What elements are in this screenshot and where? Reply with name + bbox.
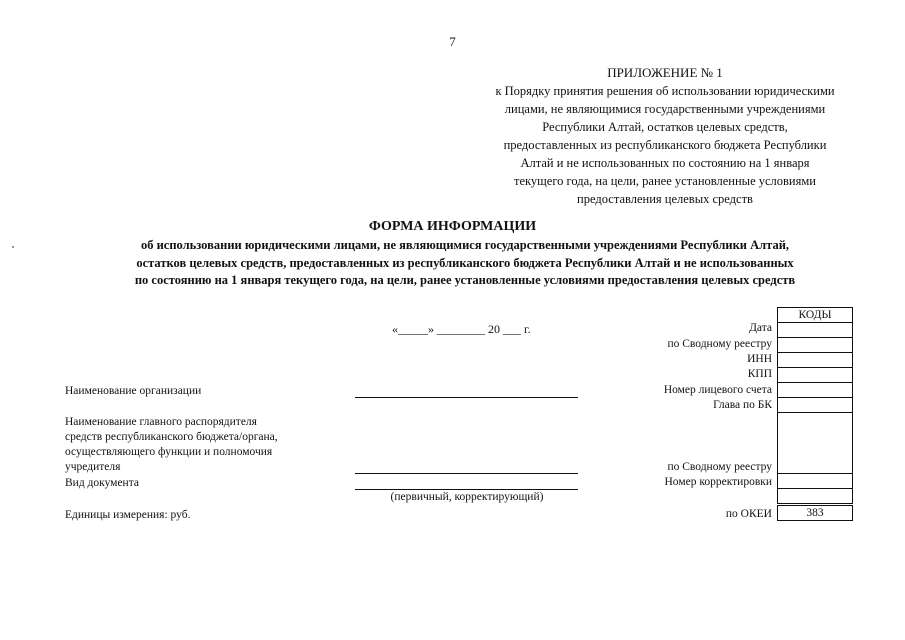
doc-type-line [355, 489, 578, 490]
okei-label: по ОКЕИ [725, 508, 772, 520]
appendix-line: предоставленных из республиканского бюджета Республики [503, 138, 827, 152]
units-label: Единицы измерения: руб. [65, 509, 191, 521]
appendix-line: предоставления целевых средств [577, 192, 753, 206]
svod-registry-label: по Сводному реестру [667, 338, 772, 350]
grbs-label-line: средств республиканского бюджета/органа, [65, 431, 278, 443]
grbs-line [355, 473, 578, 474]
code-cell-account [777, 382, 853, 398]
org-name-label: Наименование организации [65, 385, 202, 397]
page-number: 7 [449, 34, 456, 49]
appendix-title: ПРИЛОЖЕНИЕ № 1 [607, 65, 723, 80]
form-subtitle-line: по состоянию на 1 января текущего года, на цели, ранее установленные условиями предоставления целевых средств [134, 273, 796, 287]
code-cell-date [777, 322, 853, 338]
form-subtitle-line: об использовании юридическими лицами, не являющимися государственными учреждениями Республики Алтай, [140, 238, 790, 252]
glava-label: Глава по БК [713, 399, 772, 411]
inn-label: ИНН [747, 353, 772, 365]
appendix-line: Алтай и не использованных по состоянию на 1 января [520, 156, 810, 170]
form-subtitle-line: остатков целевых средств, предоставленных из республиканского бюджета Республики Алтай и не использованных [136, 255, 794, 270]
account-label: Номер лицевого счета [663, 384, 772, 396]
code-cell-glava [777, 397, 853, 413]
grbs-label [65, 415, 278, 475]
scan-dot [12, 246, 14, 248]
codes-header: КОДЫ [777, 307, 853, 323]
appendix-line: текущего года, на цели, ранее установленные условиями [514, 174, 816, 188]
form-subtitle [40, 237, 890, 290]
date-line: «_____» ________ 20 ___ г. [392, 322, 531, 336]
grbs-label-line: Наименование главного распорядителя [65, 416, 257, 428]
code-cell-grbs-blank [777, 412, 853, 474]
svod-registry-2-label: по Сводному реестру [667, 461, 772, 473]
doc-type-label: Вид документа [65, 477, 139, 489]
date-code-label: Дата [749, 322, 772, 334]
appendix-line: лицами, не являющимися государственными учреждениями [504, 102, 826, 116]
org-name-line [355, 397, 578, 398]
appendix-block [455, 64, 875, 208]
code-cell-kpp [777, 367, 853, 383]
grbs-label-line: учредителя [65, 461, 121, 473]
doc-type-hint: (первичный, корректирующий) [390, 491, 544, 503]
appendix-line: к Порядку принятия решения об использовании юридическими [495, 84, 835, 98]
code-cell-svod [777, 337, 853, 353]
appendix-line: Республики Алтай, остатков целевых средств, [542, 120, 788, 134]
grbs-label-line: осуществляющего функции и полномочия [65, 446, 273, 458]
kpp-label: КПП [747, 368, 772, 380]
correction-label: Номер корректировки [664, 476, 772, 488]
code-cell-svod-2 [777, 473, 853, 489]
code-cell-inn [777, 352, 853, 368]
code-cell-okei: 383 [777, 505, 853, 521]
code-cell-correction [777, 488, 853, 504]
form-title: ФОРМА ИНФОРМАЦИИ [368, 219, 537, 234]
